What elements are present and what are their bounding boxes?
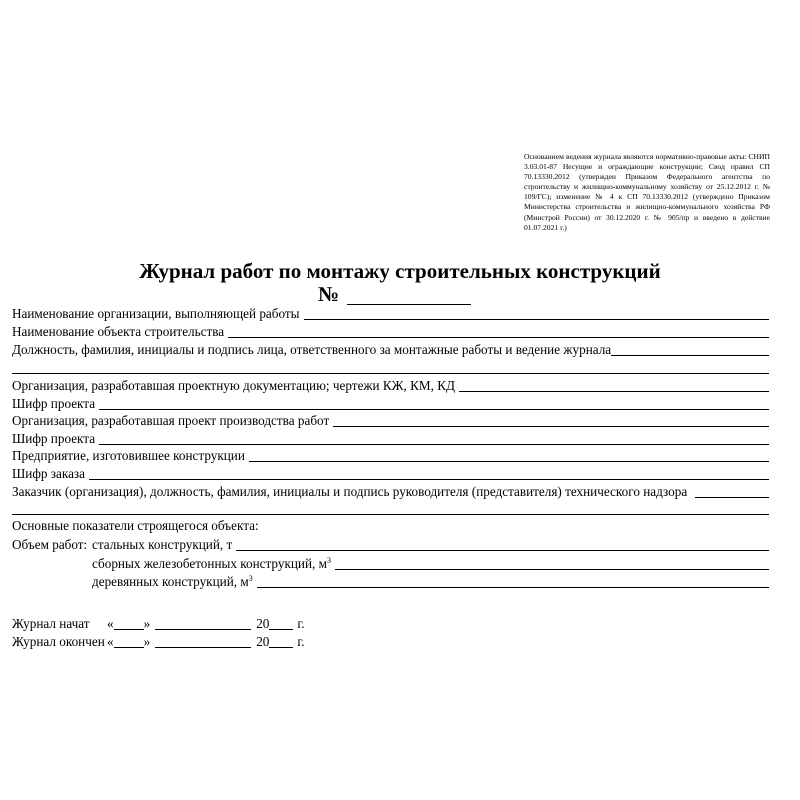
number-sign: № (318, 282, 340, 306)
finish-month-field[interactable] (155, 635, 251, 648)
journal-number (318, 283, 471, 305)
start-year-field[interactable] (269, 617, 293, 630)
responsible-person-extra-line[interactable] (12, 373, 769, 374)
journal-started-label: Журнал начат (12, 616, 90, 631)
customer-label: Заказчик (организация), должность, фамилия, инициалы и подпись руководителя (представителя) технического надзора (12, 484, 688, 499)
object-name-row (12, 323, 769, 340)
document-title: Журнал работ по монтажу строительных конструкций (139, 259, 661, 283)
customer-field[interactable] (695, 485, 769, 498)
wood-volume-field[interactable] (257, 575, 769, 588)
project-code-1-label: Шифр проекта (12, 396, 96, 411)
steel-label: стальных конструкций, т (92, 537, 233, 552)
manufacturer-field[interactable] (249, 449, 769, 462)
object-name-label: Наименование объекта строительства (12, 324, 225, 339)
org-performing-field[interactable] (304, 307, 769, 320)
concrete-volume-field[interactable] (335, 557, 769, 570)
journal-number-field[interactable] (347, 285, 471, 305)
org-performing-row (12, 305, 769, 322)
cubic-exponent: 3 (326, 556, 331, 565)
ppr-org-field[interactable] (333, 414, 769, 427)
concrete-volume-row (12, 555, 769, 572)
manufacturer-row (12, 447, 769, 464)
design-org-label: Организация, разработавшая проектную документацию; чертежи КЖ, КМ, КД (12, 378, 455, 393)
wood-label: деревянных конструкций, $м^3$ (92, 574, 253, 589)
design-org-row (12, 377, 769, 394)
start-day-field[interactable] (114, 617, 144, 630)
steel-volume-row (12, 536, 769, 553)
volume-label: Объем работ: (12, 537, 88, 552)
journal-started-row: Журнал начат « » 20 г. (12, 616, 305, 631)
project-code-1-field[interactable] (99, 397, 769, 410)
ppr-org-label: Организация, разработавшая проект производства работ (12, 413, 330, 428)
project-code-2-label: Шифр проекта (12, 431, 96, 446)
steel-volume-field[interactable] (236, 538, 769, 551)
order-code-row (12, 465, 769, 482)
concrete-label: сборных железобетонных конструкций, $м^3$ (92, 556, 331, 571)
wood-volume-row (12, 573, 769, 590)
order-code-label: Шифр заказа (12, 466, 85, 481)
project-code-1-row (12, 395, 769, 412)
ppr-org-row (12, 412, 769, 429)
finish-year-field[interactable] (269, 635, 293, 648)
customer-row (12, 483, 769, 500)
project-code-2-row (12, 430, 769, 447)
finish-day-field[interactable] (114, 635, 144, 648)
legal-basis-note: Основанием ведения журнала являются нормативно-правовые акты: СНИП 3.03.01-87 Несущие и ограждающие конструкции; Свод правил СП 70.13330.2012 (утвержден Приказом Федерального агентства по строительству и жилищно-коммунальному хозяйству от 25.12.2012 г. № 109/ГС); изменение № 4 к СП 70.13330.2012 (утверждено Приказом Министерства строительства и жилищно-коммунального хозяйства РФ (Минстрой России) от 30.12.2020 г. № 905/пр и введено в действие 01.07.2021 г.) (524, 152, 770, 232)
indicators-heading: Основные показатели строящегося объекта: (12, 518, 259, 533)
responsible-person-field[interactable] (611, 343, 769, 356)
journal-finished-label: Журнал окончен (12, 634, 105, 649)
responsible-person-row (12, 341, 769, 358)
manufacturer-label: Предприятие, изготовившее конструкции (12, 448, 245, 463)
customer-extra-line[interactable] (12, 514, 769, 515)
object-name-field[interactable] (228, 325, 769, 338)
responsible-person-label: Должность, фамилия, инициалы и подпись лица, ответственного за монтажные работы и ведение журнала (12, 342, 612, 357)
org-performing-label: Наименование организации, выполняющей работы (12, 306, 300, 321)
project-code-2-field[interactable] (99, 432, 769, 445)
journal-finished-row: Журнал окончен « » 20 г. (12, 634, 305, 649)
design-org-field[interactable] (459, 379, 769, 392)
cubic-exponent: 3 (248, 574, 253, 583)
order-code-field[interactable] (89, 467, 769, 480)
start-month-field[interactable] (155, 617, 251, 630)
